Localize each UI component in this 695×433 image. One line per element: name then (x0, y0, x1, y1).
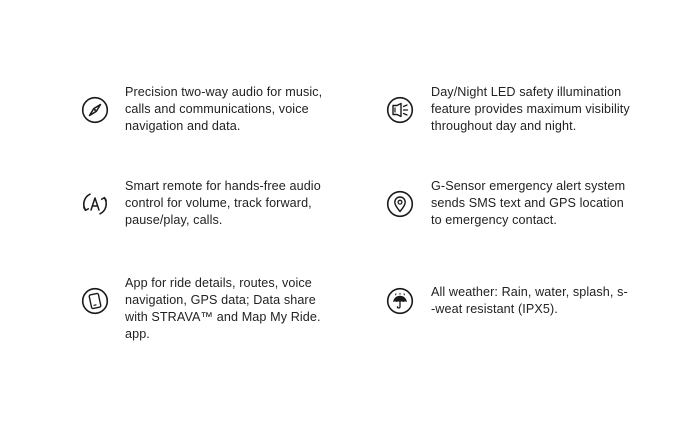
led-light-icon (386, 96, 414, 124)
umbrella-icon (386, 287, 414, 315)
feature-led-text: Day/Night LED safety illumination feature provides maximum visibility throughout day and night. (431, 85, 630, 133)
location-pin-icon (386, 190, 414, 218)
feature-gsensor-text: G-Sensor emergency alert system sends SMS text and GPS location to emergency contact. (431, 179, 626, 227)
feature-weather-text: All weather: Rain, water, splash, s- -weat resistant (IPX5). (431, 285, 628, 316)
feature-remote-text: Smart remote for hands-free audio control for volume, track forward, pause/play, calls. (125, 179, 321, 227)
feature-app-text: App for ride details, routes, voice navigation, GPS data; Data share with STRAVA™ and Map My Ride. app. (125, 276, 321, 341)
smartphone-icon (81, 287, 109, 315)
remote-control-icon (81, 190, 109, 218)
feature-audio-text: Precision two-way audio for music, calls and communications, voice navigation and data. (125, 85, 323, 133)
compass-icon (81, 96, 109, 124)
